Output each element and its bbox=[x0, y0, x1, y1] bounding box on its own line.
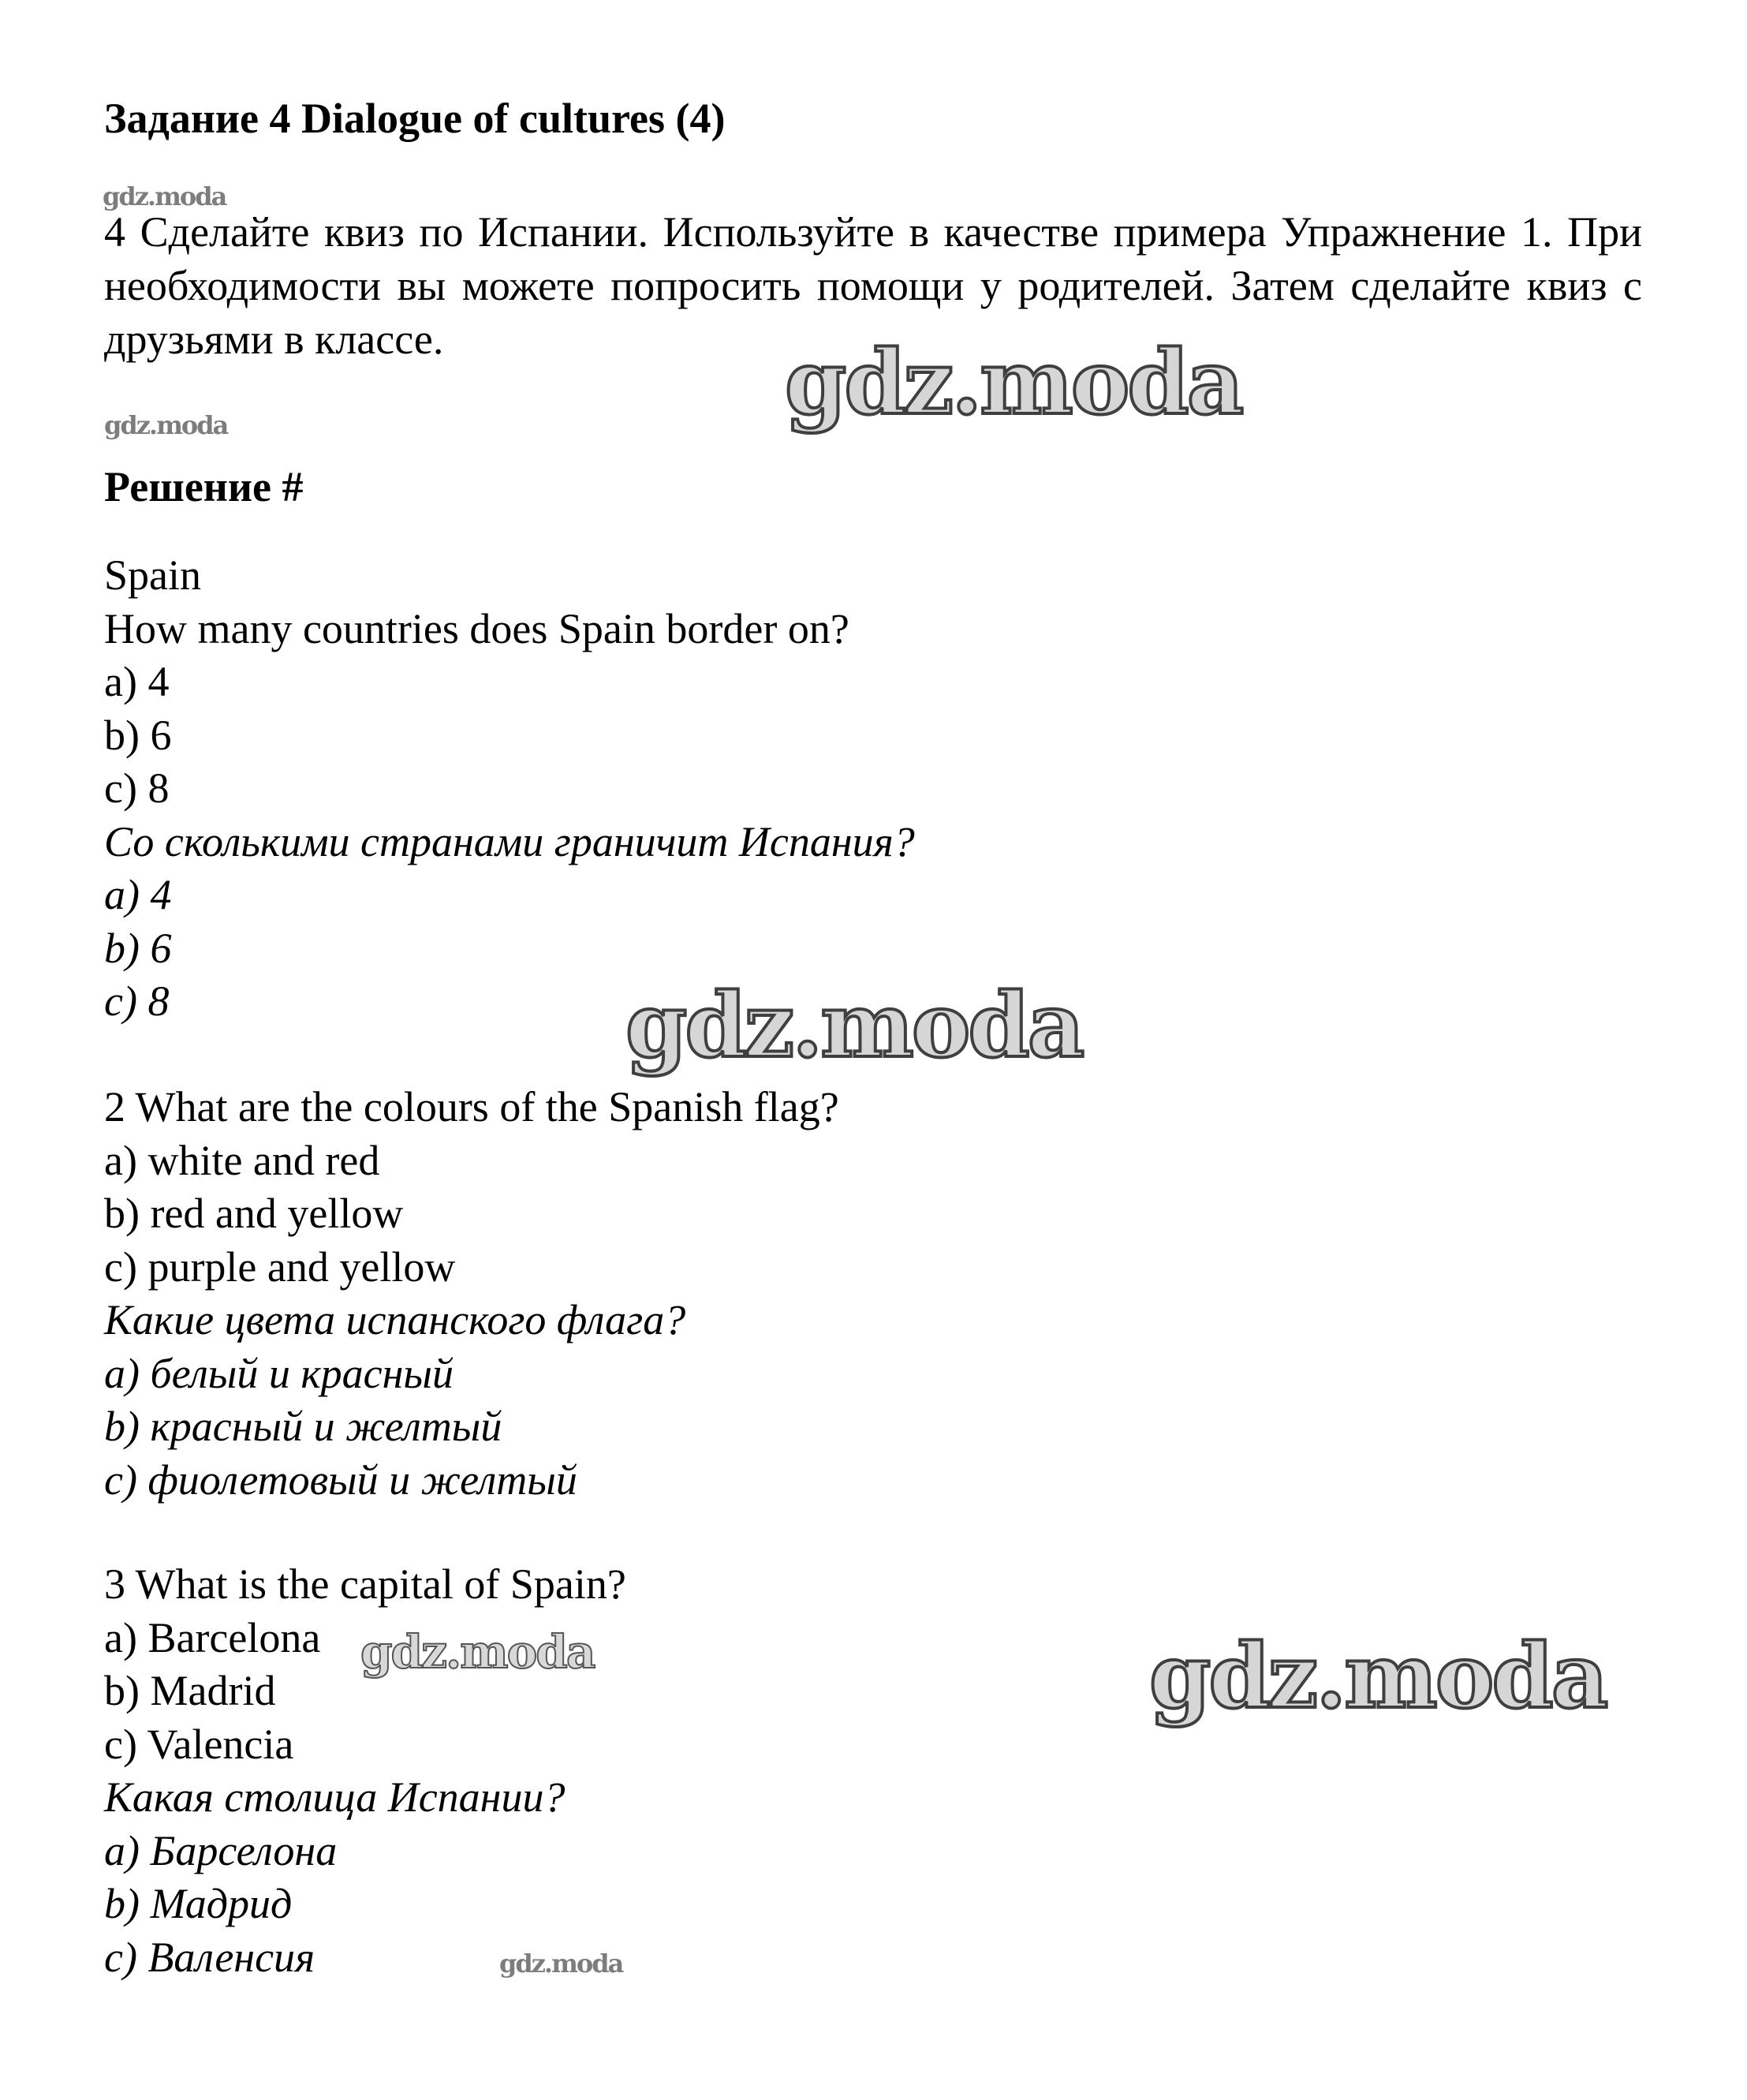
answer-option: a) white and red bbox=[104, 1136, 380, 1184]
answer-option: b) red and yellow bbox=[104, 1190, 404, 1237]
answer-option: c) Valencia bbox=[104, 1720, 294, 1768]
question-text: 3 What is the capital of Spain? bbox=[104, 1560, 626, 1608]
answer-option: a) Barcelona bbox=[104, 1613, 321, 1661]
question-translation: Какие цвета испанского флага? bbox=[104, 1296, 686, 1343]
question-translation: Какая столица Испании? bbox=[104, 1773, 566, 1821]
task-text: 4 Сделайте квиз по Испании. Используйте в качестве примера Упражнение 1. При необходимости вы можете попросить помощи у родителей. Затем сделайте квиз с друзьями в классе. bbox=[104, 208, 1642, 363]
translation-option: b) Мадрид bbox=[104, 1880, 293, 1927]
watermark-large: gdz.moda bbox=[1149, 1625, 1607, 1728]
question-block-1 bbox=[104, 549, 915, 1029]
watermark-small: gdz.moda bbox=[103, 181, 226, 211]
question-block-3 bbox=[104, 1558, 626, 1984]
page-title: Задание 4 Dialogue of cultures (4) bbox=[104, 95, 726, 142]
translation-option: b) красный и желтый bbox=[104, 1403, 502, 1450]
question-translation: Со сколькими странами граничит Испания? bbox=[104, 817, 915, 865]
country-name: Spain bbox=[104, 551, 202, 599]
translation-option: a) белый и красный bbox=[104, 1349, 454, 1397]
answer-option: a) 4 bbox=[104, 658, 170, 705]
question-text: 2 What are the colours of the Spanish flag? bbox=[104, 1083, 839, 1130]
watermark-small: gdz.moda bbox=[104, 410, 228, 440]
answer-option: b) 6 bbox=[104, 711, 172, 759]
answer-option: c) purple and yellow bbox=[104, 1242, 456, 1291]
answer-option: b) Madrid bbox=[104, 1667, 276, 1714]
solution-title: Решение # bbox=[104, 463, 304, 510]
watermark-large: gdz.moda bbox=[785, 331, 1242, 435]
question-text: How many countries does Spain border on? bbox=[104, 604, 849, 652]
translation-option: c) Валенсия bbox=[104, 1933, 315, 1981]
translation-option: c) 8 bbox=[104, 977, 170, 1025]
translation-option: b) 6 bbox=[104, 924, 172, 972]
answer-option: c) 8 bbox=[104, 764, 170, 812]
watermark-large: gdz.moda bbox=[625, 974, 1083, 1078]
watermark-medium: gdz.moda bbox=[360, 1625, 595, 1679]
translation-option: a) 4 bbox=[104, 871, 172, 918]
translation-option: c) фиолетовый и желтый bbox=[104, 1455, 577, 1504]
question-block-2 bbox=[104, 1081, 839, 1507]
translation-option: a) Барселона bbox=[104, 1826, 338, 1874]
watermark-small: gdz.moda bbox=[499, 1949, 623, 1979]
